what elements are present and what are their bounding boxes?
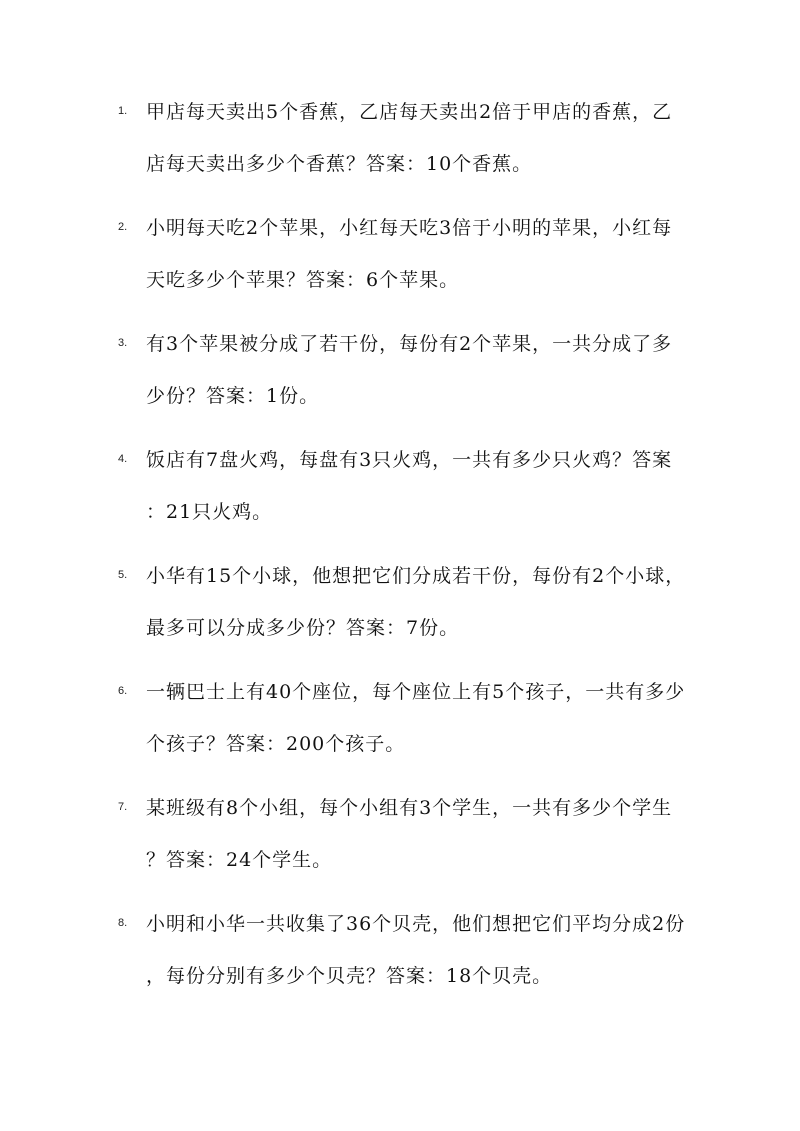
question-text-line-2: ，每份分别有多少个贝壳？答案：18个贝壳。 xyxy=(146,965,553,987)
question-number: 6. xyxy=(118,685,128,697)
question-item-4 xyxy=(118,434,718,550)
question-text-line-2: 天吃多少个苹果？答案：6个苹果。 xyxy=(146,269,460,291)
question-item-3 xyxy=(118,318,718,434)
question-item-7 xyxy=(118,782,718,898)
question-list xyxy=(118,86,718,1014)
question-text-line-1: 饭店有7盘火鸡，每盘有3只火鸡，一共有多少只火鸡？答案 xyxy=(146,449,673,471)
question-text-line-1: 有3个苹果被分成了若干份，每份有2个苹果，一共分成了多 xyxy=(146,333,673,355)
question-text-line-1: 甲店每天卖出5个香蕉，乙店每天卖出2倍于甲店的香蕉，乙 xyxy=(146,101,673,123)
question-item-5 xyxy=(118,550,718,666)
question-text-line-2: 最多可以分成多少份？答案：7份。 xyxy=(146,617,460,639)
question-number: 1. xyxy=(118,105,128,117)
question-text-line-2: ：21只火鸡。 xyxy=(146,501,273,523)
question-text-line-1: 一辆巴士上有40个座位，每个座位上有5个孩子，一共有多少 xyxy=(146,681,686,703)
question-item-1 xyxy=(118,86,718,202)
question-text-line-2: 店每天卖出多少个香蕉？答案：10个香蕉。 xyxy=(146,153,533,175)
question-number: 8. xyxy=(118,917,128,929)
question-item-2 xyxy=(118,202,718,318)
question-text-line-1: 小明每天吃2个苹果，小红每天吃3倍于小明的苹果，小红每 xyxy=(146,217,673,239)
question-text-line-1: 小华有15个小球，他想把它们分成若干份，每份有2个小球， xyxy=(146,565,686,587)
question-item-8 xyxy=(118,898,718,1014)
question-number: 3. xyxy=(118,337,128,349)
question-text-line-1: 某班级有8个小组，每个小组有3个学生，一共有多少个学生 xyxy=(146,797,673,819)
question-number: 5. xyxy=(118,569,128,581)
question-text-line-2: 个孩子？答案：200个孩子。 xyxy=(146,733,406,755)
question-number: 7. xyxy=(118,801,128,813)
question-text-line-2: 少份？答案：1份。 xyxy=(146,385,320,407)
question-number: 4. xyxy=(118,453,128,465)
question-text-line-1: 小明和小华一共收集了36个贝壳，他们想把它们平均分成2份 xyxy=(146,913,686,935)
question-number: 2. xyxy=(118,221,128,233)
question-item-6 xyxy=(118,666,718,782)
question-text-line-2: ？答案：24个学生。 xyxy=(146,849,333,871)
